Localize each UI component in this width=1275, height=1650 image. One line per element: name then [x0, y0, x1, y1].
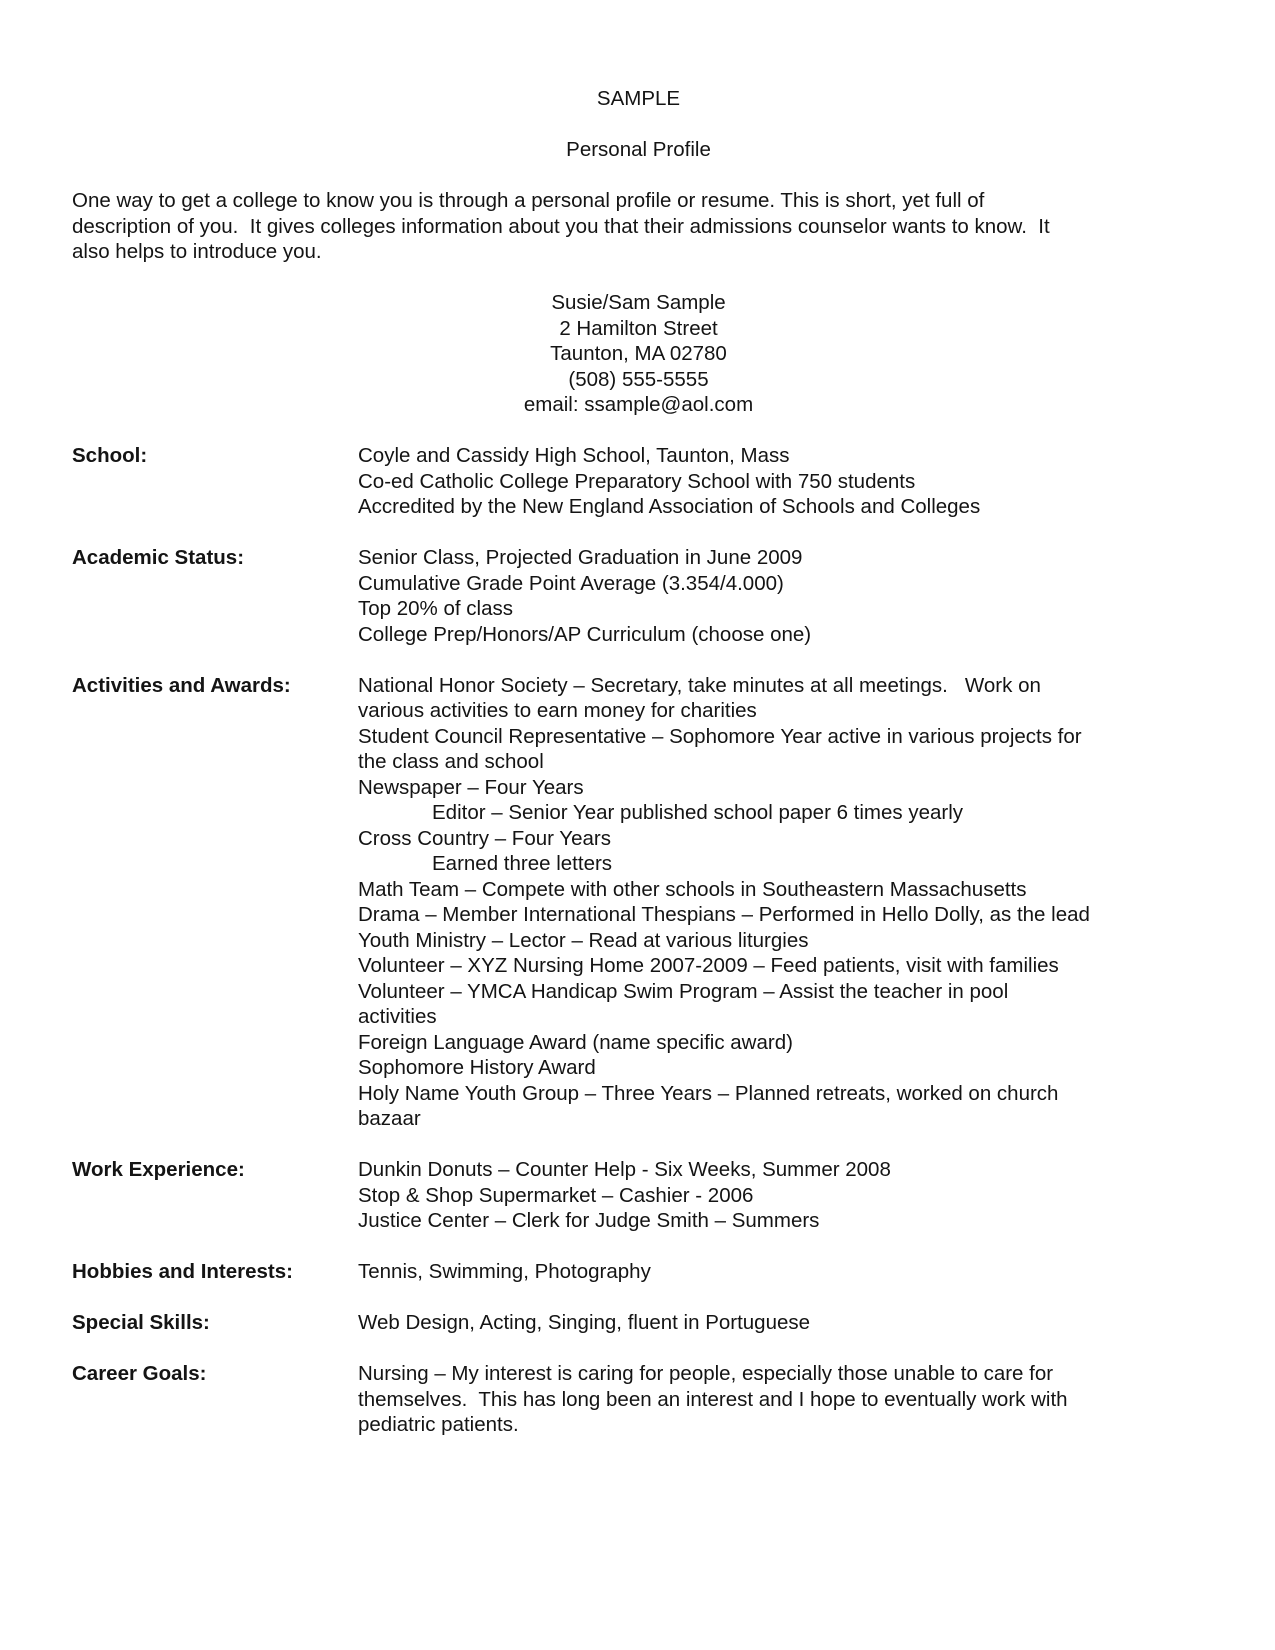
section-line: Foreign Language Award (name specific award)	[358, 1030, 793, 1054]
section-line: bazaar	[358, 1107, 421, 1130]
section-content	[358, 1361, 1205, 1438]
section-line: activities	[358, 1005, 437, 1028]
section-line: Top 20% of class	[358, 597, 513, 620]
section-line: Web Design, Acting, Singing, fluent in Portuguese	[358, 1311, 811, 1334]
section-line: Sophomore History Award	[358, 1056, 596, 1079]
section-line: Volunteer – YMCA Handicap Swim Program – Assist the teacher in pool	[358, 979, 1009, 1003]
section-line: Drama – Member International Thespians – Performed in Hello Dolly, as the lead	[358, 903, 1090, 926]
section-label: Academic Status:	[72, 546, 245, 569]
section-label: Career Goals:	[72, 1362, 207, 1385]
section-label: Hobbies and Interests:	[72, 1260, 293, 1283]
section-content	[358, 1157, 1205, 1234]
section-line: Dunkin Donuts – Counter Help - Six Weeks, Summer 2008	[358, 1158, 891, 1181]
contact-line: 2 Hamilton Street	[559, 316, 718, 340]
section-line: various activities to earn money for charities	[358, 699, 757, 722]
section-line: National Honor Society – Secretary, take minutes at all meetings. Work on	[358, 673, 1041, 697]
section-line: themselves. This has long been an interest and I hope to eventually work with	[358, 1387, 1068, 1411]
section-line: the class and school	[358, 750, 544, 773]
section-content	[358, 545, 1205, 647]
section-label: School:	[72, 444, 148, 467]
section-row	[72, 545, 1205, 647]
document-subtitle: Personal Profile	[566, 138, 711, 161]
section-line: Editor – Senior Year published school paper 6 times yearly	[432, 801, 964, 824]
section-line: Accredited by the New England Association of Schools and Colleges	[358, 495, 981, 518]
section-content	[358, 1259, 1205, 1285]
section-line: Student Council Representative – Sophomore Year active in various projects for	[358, 724, 1082, 748]
section-line: Newspaper – Four Years	[358, 775, 584, 799]
section-line: Tennis, Swimming, Photography	[358, 1260, 651, 1283]
section-row	[72, 1157, 1205, 1234]
section-line: Co-ed Catholic College Preparatory School with 750 students	[358, 469, 916, 493]
intro-line: description of you. It gives colleges information about you that their admissions counselor wants to know. It	[72, 214, 1050, 238]
contact-block	[72, 290, 1205, 418]
section-line: Youth Ministry – Lector – Read at various liturgies	[358, 928, 809, 952]
section-line: College Prep/Honors/AP Curriculum (choose one)	[358, 622, 812, 646]
section-line: Stop & Shop Supermarket – Cashier - 2006	[358, 1183, 754, 1207]
section-content	[358, 673, 1205, 1132]
section-label: Activities and Awards:	[72, 673, 291, 697]
section-line: Justice Center – Clerk for Judge Smith – Summers	[358, 1209, 820, 1232]
section-line: Math Team – Compete with other schools in Southeastern Massachusetts	[358, 877, 1027, 901]
intro-paragraph	[72, 188, 1205, 265]
section-row	[72, 673, 1205, 1132]
section-content	[358, 1310, 1205, 1336]
contact-line: Susie/Sam Sample	[551, 291, 726, 314]
intro-line: also helps to introduce you.	[72, 240, 322, 263]
section-line: Volunteer – XYZ Nursing Home 2007-2009 – Feed patients, visit with families	[358, 954, 1059, 977]
section-line: pediatric patients.	[358, 1413, 519, 1436]
intro-line: One way to get a college to know you is through a personal profile or resume. This is short, yet full of	[72, 189, 985, 212]
section-row	[72, 443, 1205, 520]
section-line: Earned three letters	[432, 852, 613, 875]
sections-container	[72, 443, 1205, 1438]
section-line: Holy Name Youth Group – Three Years – Planned retreats, worked on church	[358, 1081, 1059, 1105]
section-line: Cumulative Grade Point Average (3.354/4.000)	[358, 571, 784, 595]
section-line: Nursing – My interest is caring for people, especially those unable to care for	[358, 1362, 1054, 1385]
section-row	[72, 1310, 1205, 1336]
section-content	[358, 443, 1205, 520]
contact-line: (508) 555-5555	[568, 367, 709, 391]
section-line: Senior Class, Projected Graduation in June 2009	[358, 546, 803, 569]
contact-line: Taunton, MA 02780	[550, 342, 727, 365]
document-title: SAMPLE	[596, 87, 681, 110]
contact-line: email: ssample@aol.com	[523, 393, 754, 416]
section-line: Coyle and Cassidy High School, Taunton, Mass	[358, 444, 790, 467]
section-label: Special Skills:	[72, 1311, 210, 1334]
section-row	[72, 1361, 1205, 1438]
section-row	[72, 1259, 1205, 1285]
section-label: Work Experience:	[72, 1158, 245, 1181]
section-line: Cross Country – Four Years	[358, 826, 611, 850]
